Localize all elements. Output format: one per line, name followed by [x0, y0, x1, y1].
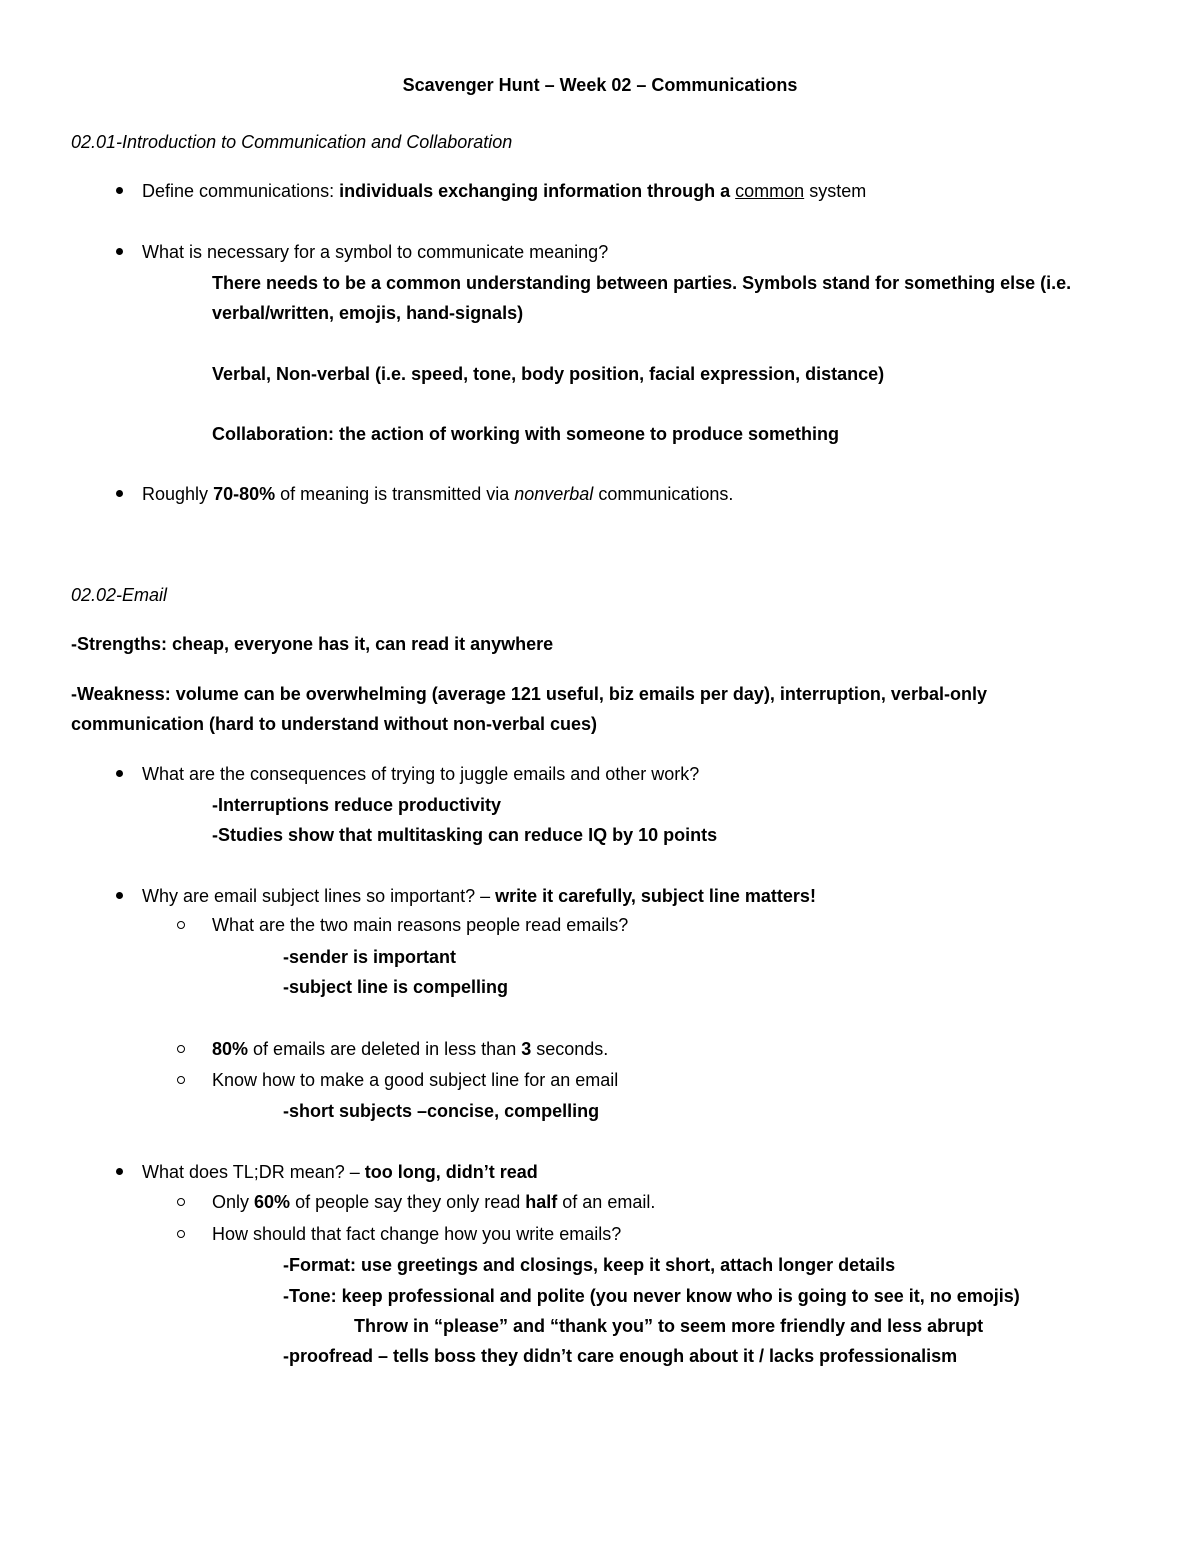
- only-text-end: of an email.: [562, 1192, 656, 1212]
- circle-bullet-icon: [177, 921, 185, 929]
- list-item-subject: [142, 885, 816, 907]
- weakness-text-line1: -Weakness: volume can be overwhelming (average 121 useful, biz emails per day), interruption, verbal-only: [71, 684, 987, 704]
- only-percent: 60%: [254, 1192, 291, 1212]
- short-subjects-text: -short subjects –concise, compelling: [283, 1101, 600, 1121]
- section-heading-02-02: 02.02-Email: [71, 585, 168, 605]
- sub-item-deleted: [212, 1038, 608, 1060]
- define-prompt: Define communications:: [142, 181, 335, 201]
- sub-item-know: Know how to make a good subject line for an email: [212, 1070, 619, 1090]
- list-item-symbol: What is necessary for a symbol to communicate meaning?: [142, 242, 609, 262]
- define-answer-underlined: common: [735, 181, 805, 201]
- juggle-answer-2: -Studies show that multitasking can reduce IQ by 10 points: [212, 825, 718, 845]
- collaboration-text: Collaboration: the action of working with someone to produce something: [212, 424, 840, 444]
- define-answer: individuals exchanging information through a: [339, 181, 731, 201]
- roughly-percent: 70-80%: [213, 484, 276, 504]
- roughly-text: Roughly: [142, 484, 209, 504]
- only-text: Only: [212, 1192, 250, 1212]
- define-answer-end: system: [809, 181, 867, 201]
- only-text-mid: of people say they only read: [295, 1192, 521, 1212]
- symbol-answer-line1: There needs to be a common understanding between parties. Symbols stand for something else (i.e.: [212, 273, 1072, 293]
- sub-item-only: [212, 1191, 655, 1213]
- only-half: half: [525, 1192, 558, 1212]
- throw-in-text: Throw in “please” and “thank you” to seem more friendly and less abrupt: [354, 1316, 984, 1336]
- format-text: -Format: use greetings and closings, keep it short, attach longer details: [283, 1255, 896, 1275]
- circle-bullet-icon: [177, 1198, 185, 1206]
- symbol-answer-line2: verbal/written, emojis, hand-signals): [212, 303, 524, 323]
- subject-answer: write it carefully, subject line matters!: [495, 886, 816, 906]
- bullet-icon: [116, 248, 123, 255]
- circle-bullet-icon: [177, 1076, 185, 1084]
- deleted-end: seconds.: [536, 1039, 609, 1059]
- page-title: Scavenger Hunt – Week 02 – Communications: [402, 75, 798, 95]
- deleted-percent: 80%: [212, 1039, 249, 1059]
- roughly-text-mid: of meaning is transmitted via: [280, 484, 510, 504]
- bullet-icon: [116, 187, 123, 194]
- verbal-nonverbal-text: Verbal, Non-verbal (i.e. speed, tone, body position, facial expression, distance): [212, 364, 885, 384]
- bullet-icon: [116, 770, 123, 777]
- bullet-icon: [116, 1168, 123, 1175]
- circle-bullet-icon: [177, 1230, 185, 1238]
- juggle-answer-1: -Interruptions reduce productivity: [212, 795, 502, 815]
- tone-text: -Tone: keep professional and polite (you never know who is going to see it, no emojis): [283, 1286, 1020, 1306]
- subject-prompt: Why are email subject lines so important? –: [142, 886, 491, 906]
- tldr-prompt: What does TL;DR mean? –: [142, 1162, 360, 1182]
- list-item-define: [142, 180, 866, 202]
- roughly-text-end: communications.: [598, 484, 734, 504]
- bullet-icon: [116, 490, 123, 497]
- deleted-text: of emails are deleted in less than: [253, 1039, 517, 1059]
- roughly-emphasis: nonverbal: [514, 484, 594, 504]
- strengths-text: -Strengths: cheap, everyone has it, can read it anywhere: [71, 634, 554, 654]
- list-item-tldr: [142, 1161, 538, 1183]
- sub-item-reasons: What are the two main reasons people read emails?: [212, 915, 629, 935]
- tldr-answer: too long, didn’t read: [364, 1162, 538, 1182]
- list-item-roughly: [142, 483, 733, 505]
- list-item-juggle: What are the consequences of trying to juggle emails and other work?: [142, 764, 700, 784]
- weakness-text-line2: communication (hard to understand without non-verbal cues): [71, 714, 598, 734]
- bullet-icon: [116, 892, 123, 899]
- reason-2: -subject line is compelling: [283, 977, 509, 997]
- circle-bullet-icon: [177, 1045, 185, 1053]
- proofread-text: -proofread – tells boss they didn’t care enough about it / lacks professionalism: [283, 1346, 958, 1366]
- section-heading-02-01: 02.01-Introduction to Communication and Collaboration: [71, 132, 513, 152]
- reason-1: -sender is important: [283, 947, 457, 967]
- deleted-number: 3: [521, 1039, 532, 1059]
- sub-item-how: How should that fact change how you write emails?: [212, 1224, 622, 1244]
